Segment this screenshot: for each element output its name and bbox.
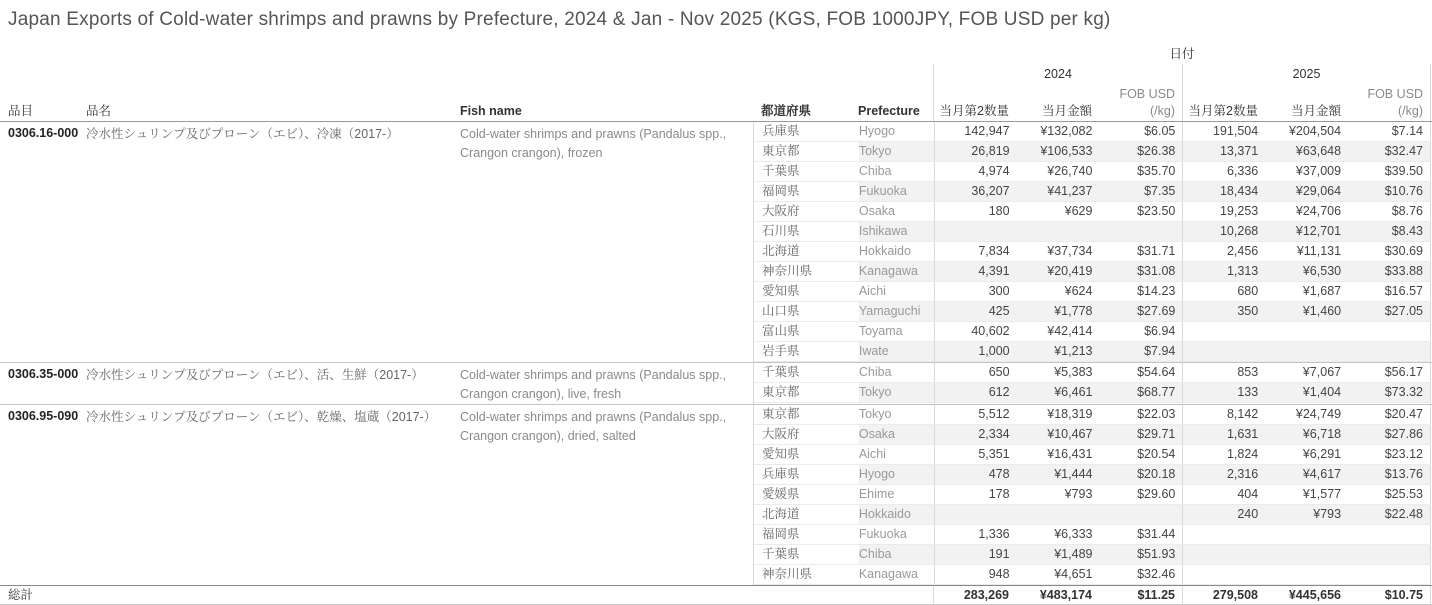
qty-2024: 142,947: [934, 122, 1017, 141]
value-2024: ¥1,444: [1017, 465, 1100, 484]
value-2025: ¥1,577: [1302, 487, 1342, 501]
prefecture-jp: 福岡県: [762, 527, 800, 541]
header-value-2025: 当月金額: [1290, 104, 1341, 118]
usd-2025: $10.76: [1348, 182, 1431, 201]
value-2025: ¥63,648: [1265, 142, 1348, 161]
page-title: Japan Exports of Cold-water shrimps and prawns by Prefecture, 2024 & Jan - Nov 2025 (KGS, FOB 1000JPY, FOB USD per kg): [8, 9, 1111, 30]
prefecture-en: Chiba: [859, 545, 934, 564]
usd-2024: $7.94: [1099, 342, 1182, 361]
header-qty-2025: 当月第2数量: [1182, 83, 1265, 121]
header-fob-2024: FOB USD (/kg): [1119, 87, 1175, 118]
value-2025: [1265, 565, 1348, 584]
usd-2025: $39.50: [1348, 162, 1431, 181]
prefecture-rows: [753, 363, 1431, 404]
usd-2024: $29.60: [1137, 487, 1176, 501]
header-item-name: 品名: [86, 104, 112, 118]
total-value-2025: ¥445,656: [1288, 588, 1341, 602]
prefecture-en: Iwate: [859, 342, 934, 361]
qty-2024: 4,391: [934, 262, 1017, 281]
usd-2024: $14.23: [1137, 284, 1176, 298]
qty-2025: 18,434: [1182, 182, 1265, 201]
usd-2025: $8.43: [1348, 222, 1431, 241]
item-name-jp: 冷水性シュリンプ及びプローン（エビ）、乾燥、塩蔵（2017-）: [86, 410, 437, 424]
qty-2024: 5,512: [934, 405, 1017, 424]
prefecture-en: Chiba: [858, 365, 892, 379]
usd-2025: $30.69: [1348, 242, 1431, 261]
table-row: [754, 525, 1431, 545]
value-2025: ¥1,687: [1302, 284, 1342, 298]
qty-2025: 1,631: [1182, 425, 1265, 444]
qty-2025: [1182, 565, 1265, 584]
prefecture-en: Fukuoka: [859, 182, 934, 201]
usd-2024: $23.50: [1137, 204, 1176, 218]
table-row: [754, 405, 1431, 425]
value-2025: ¥24,706: [1295, 204, 1342, 218]
usd-2024: $31.08: [1099, 262, 1182, 281]
qty-2025: 133: [1182, 383, 1265, 402]
prefecture-en: Toyama: [858, 324, 903, 338]
value-2024: ¥20,419: [1017, 262, 1100, 281]
qty-2024: 40,602: [934, 322, 1017, 341]
usd-2025: $73.32: [1348, 383, 1431, 402]
value-2024: [1017, 222, 1100, 241]
value-2024: ¥10,467: [1017, 425, 1100, 444]
value-2024: ¥106,533: [1017, 142, 1100, 161]
prefecture-en: Ishikawa: [859, 222, 934, 241]
prefecture-en: Osaka: [858, 204, 895, 218]
fish-name: Cold-water shrimps and prawns (Pandalus spp., Crangon crangon), frozen: [460, 127, 727, 160]
table-row: [754, 342, 1431, 362]
value-2025: ¥204,504: [1288, 124, 1342, 138]
table-row: [754, 122, 1431, 142]
grand-total-row: [0, 585, 1432, 605]
prefecture-jp: 千葉県: [762, 365, 800, 379]
qty-2025: [1182, 545, 1265, 564]
prefecture-jp: 福岡県: [762, 184, 800, 198]
qty-2025: 13,371: [1182, 142, 1265, 161]
total-usd-2024: $11.25: [1137, 588, 1175, 602]
prefecture-jp: 山口県: [762, 304, 800, 318]
qty-2024: 2,334: [934, 425, 1017, 444]
qty-2024: 7,834: [934, 242, 1017, 261]
value-2024: ¥4,651: [1054, 567, 1093, 581]
qty-2025: [1182, 525, 1265, 544]
table-row: [754, 465, 1431, 485]
total-qty-2024: 283,269: [933, 586, 1016, 604]
qty-2025: 1,824: [1182, 445, 1265, 464]
table-row: [754, 363, 1431, 383]
prefecture-jp: 東京都: [762, 385, 800, 399]
table-row: [754, 162, 1431, 182]
qty-2024: 612: [934, 383, 1017, 402]
qty-2024: 26,819: [934, 142, 1017, 161]
usd-2024: $31.44: [1137, 527, 1176, 541]
qty-2024: 478: [934, 465, 1017, 484]
value-2025: ¥4,617: [1265, 465, 1348, 484]
usd-2025: $7.14: [1348, 122, 1431, 141]
usd-2025: $33.88: [1348, 262, 1431, 281]
total-usd-2025: $10.75: [1348, 586, 1431, 604]
usd-2024: $32.46: [1137, 567, 1176, 581]
table-row: [754, 322, 1431, 342]
prefecture-en: Tokyo: [858, 407, 892, 421]
usd-2025: $8.76: [1348, 202, 1431, 221]
qty-2024: [934, 505, 1017, 524]
value-2024: [1017, 505, 1100, 524]
qty-2025: 350: [1182, 302, 1265, 321]
usd-2025: $32.47: [1348, 142, 1431, 161]
value-2025: ¥24,749: [1295, 407, 1342, 421]
header-qty-2024: 当月第2数量: [933, 83, 1016, 121]
header-year-2025: 2025: [1182, 64, 1431, 84]
usd-2024: $31.71: [1137, 244, 1176, 258]
qty-2024: 191: [934, 545, 1017, 564]
value-2024: ¥1,489: [1017, 545, 1100, 564]
qty-2025: 2,316: [1182, 465, 1265, 484]
table-row: [754, 202, 1431, 222]
value-2024: ¥624: [1064, 284, 1093, 298]
usd-2025: $23.12: [1348, 445, 1431, 464]
prefecture-en: Hyogo: [859, 465, 934, 484]
usd-2024: $20.54: [1137, 447, 1176, 461]
qty-2025: 8,142: [1182, 405, 1265, 424]
qty-2024: 1,336: [934, 525, 1017, 544]
usd-2024: $68.77: [1099, 383, 1182, 402]
qty-2025: 191,504: [1182, 122, 1265, 141]
value-2025: [1265, 525, 1348, 544]
value-2025: ¥6,718: [1265, 425, 1348, 444]
usd-2024: $35.70: [1137, 164, 1176, 178]
empty-cell: [753, 586, 858, 604]
qty-2024: 300: [934, 282, 1017, 301]
value-2025: ¥12,701: [1265, 222, 1348, 241]
value-2025: ¥11,131: [1296, 244, 1342, 258]
prefecture-jp: 愛知県: [762, 284, 800, 298]
value-2024: ¥1,213: [1017, 342, 1100, 361]
qty-2025: 853: [1182, 363, 1265, 382]
value-2024: ¥42,414: [1047, 324, 1093, 338]
prefecture-en: Kanagawa: [858, 567, 918, 581]
header-date-group: 日付: [1169, 47, 1195, 61]
usd-2025: $27.86: [1348, 425, 1431, 444]
usd-2025: [1348, 342, 1431, 361]
prefecture-jp: 北海道: [762, 507, 800, 521]
value-2025: [1265, 342, 1348, 361]
item-name-jp: 冷水性シュリンプ及びプローン（エビ）、冷凍（2017-）: [86, 127, 399, 141]
table-row: [754, 445, 1431, 465]
value-2024: ¥16,431: [1047, 447, 1093, 461]
qty-2025: 6,336: [1182, 162, 1265, 181]
usd-2024: $54.64: [1137, 365, 1176, 379]
table-row: [754, 222, 1431, 242]
table-row: [754, 505, 1431, 525]
usd-2024: $51.93: [1099, 545, 1182, 564]
prefecture-en: Tokyo: [859, 142, 934, 161]
qty-2025: 1,313: [1182, 262, 1265, 281]
item-name-jp: 冷水性シュリンプ及びプローン（エビ）、活、生鮮（2017-）: [86, 368, 424, 382]
table-row: [754, 142, 1431, 162]
empty-cell: [858, 586, 933, 604]
value-2024: ¥26,740: [1047, 164, 1093, 178]
usd-2024: $26.38: [1099, 142, 1182, 161]
usd-2024: $20.18: [1099, 465, 1182, 484]
header-fish-name: Fish name: [460, 104, 522, 118]
header-value-2024: 当月金額: [1041, 104, 1092, 118]
value-2025: ¥1,460: [1265, 302, 1348, 321]
value-2024: ¥132,082: [1040, 124, 1093, 138]
usd-2024: $6.05: [1144, 124, 1176, 138]
item-code: 0306.16-000: [8, 126, 79, 140]
prefecture-jp: 岩手県: [762, 344, 800, 358]
column-headers: [0, 84, 1432, 122]
value-2024: ¥6,333: [1054, 527, 1093, 541]
table-row: [754, 485, 1431, 505]
header-years: [933, 64, 1431, 84]
qty-2025: 240: [1182, 505, 1265, 524]
qty-2024: 1,000: [934, 342, 1017, 361]
prefecture-jp: 千葉県: [762, 547, 800, 561]
header-prefecture-jp: 都道府県: [761, 104, 812, 118]
value-2025: ¥6,530: [1265, 262, 1348, 281]
usd-2025: [1348, 525, 1431, 544]
usd-2024: [1099, 505, 1182, 524]
qty-2024: [934, 222, 1017, 241]
usd-2024: $7.35: [1099, 182, 1182, 201]
table-row: [754, 282, 1431, 302]
fish-name: Cold-water shrimps and prawns (Pandalus spp., Crangon crangon), live, fresh: [460, 368, 727, 401]
prefecture-en: Yamaguchi: [859, 302, 934, 321]
prefecture-en: Hokkaido: [859, 505, 934, 524]
usd-2025: $22.48: [1348, 505, 1431, 524]
usd-2024: $29.71: [1099, 425, 1182, 444]
prefecture-en: Kanagawa: [859, 262, 934, 281]
table-row: [754, 262, 1431, 282]
value-2024: ¥18,319: [1047, 407, 1093, 421]
qty-2025: 19,253: [1182, 202, 1265, 221]
header-item-code: 品目: [8, 104, 34, 118]
item-block-0306-95-090: [0, 404, 1432, 585]
qty-2025: [1182, 342, 1265, 361]
qty-2024: 425: [934, 302, 1017, 321]
prefecture-en: Tokyo: [859, 383, 934, 402]
total-qty-2025: 279,508: [1182, 586, 1265, 604]
table-row: [754, 302, 1431, 322]
value-2025: ¥29,064: [1265, 182, 1348, 201]
item-code: 0306.35-000: [8, 367, 79, 381]
table-row: [754, 425, 1431, 445]
value-2025: ¥7,067: [1302, 365, 1342, 379]
prefecture-jp: 兵庫県: [762, 124, 800, 138]
value-2025: ¥793: [1265, 505, 1348, 524]
usd-2025: $56.17: [1348, 363, 1431, 382]
usd-2025: [1348, 322, 1431, 341]
usd-2024: $6.94: [1144, 324, 1176, 338]
prefecture-jp: 北海道: [762, 244, 800, 258]
prefecture-jp: 東京都: [762, 407, 800, 421]
qty-2025: [1182, 322, 1265, 341]
item-block-0306-16-000: [0, 122, 1432, 362]
qty-2024: 36,207: [934, 182, 1017, 201]
prefecture-en: Aichi: [858, 447, 886, 461]
value-2024: ¥37,734: [1047, 244, 1093, 258]
value-2024: ¥5,383: [1054, 365, 1093, 379]
prefecture-en: Hyogo: [858, 124, 895, 138]
prefecture-jp: 愛知県: [762, 447, 800, 461]
qty-2024: 650: [934, 363, 1017, 382]
prefecture-jp: 東京都: [762, 144, 800, 158]
usd-2025: $27.05: [1348, 302, 1431, 321]
prefecture-en: Fukuoka: [858, 527, 907, 541]
table-row: [754, 545, 1431, 565]
qty-2024: 180: [934, 202, 1017, 221]
prefecture-en: Chiba: [858, 164, 892, 178]
prefecture-en: Ehime: [858, 487, 895, 501]
value-2025: [1265, 322, 1348, 341]
item-block-0306-35-000: [0, 362, 1432, 404]
prefecture-jp: 神奈川県: [762, 567, 813, 581]
qty-2025: 10,268: [1182, 222, 1265, 241]
prefecture-jp: 愛媛県: [762, 487, 800, 501]
value-2024: ¥793: [1064, 487, 1093, 501]
prefecture-en: Osaka: [859, 425, 934, 444]
table-row: [754, 242, 1431, 262]
table-row: [754, 383, 1431, 403]
header-year-2024: 2024: [933, 64, 1182, 84]
prefecture-jp: 大阪府: [762, 427, 800, 441]
usd-2024: $27.69: [1099, 302, 1182, 321]
usd-2025: [1348, 545, 1431, 564]
value-2024: ¥629: [1064, 204, 1093, 218]
qty-2024: 4,974: [934, 162, 1017, 181]
prefecture-rows: [753, 122, 1431, 362]
prefecture-jp: 石川県: [762, 224, 800, 238]
qty-2025: 2,456: [1182, 242, 1265, 261]
grand-total-label: 総計: [8, 588, 34, 602]
prefecture-jp: 富山県: [762, 324, 800, 338]
total-value-2024: ¥483,174: [1039, 588, 1092, 602]
prefecture-en: Aichi: [858, 284, 886, 298]
item-code: 0306.95-090: [8, 409, 79, 423]
prefecture-jp: 神奈川県: [762, 264, 813, 278]
qty-2025: 680: [1182, 282, 1265, 301]
header-fob-2025: FOB USD (/kg): [1348, 83, 1431, 121]
prefecture-rows: [753, 405, 1431, 585]
value-2024: ¥6,461: [1017, 383, 1100, 402]
header-prefecture-en: Prefecture: [858, 104, 920, 118]
prefecture-jp: 兵庫県: [762, 467, 800, 481]
value-2025: ¥37,009: [1295, 164, 1342, 178]
value-2025: ¥6,291: [1302, 447, 1342, 461]
value-2025: [1265, 545, 1348, 564]
prefecture-jp: 大阪府: [762, 204, 800, 218]
fish-name: Cold-water shrimps and prawns (Pandalus spp., Crangon crangon), dried, salted: [460, 410, 727, 443]
qty-2024: 178: [934, 485, 1017, 504]
qty-2024: 5,351: [934, 445, 1017, 464]
prefecture-en: Hokkaido: [858, 244, 911, 258]
usd-2024: [1099, 222, 1182, 241]
qty-2025: 404: [1182, 485, 1265, 504]
prefecture-jp: 千葉県: [762, 164, 800, 178]
value-2024: ¥1,778: [1017, 302, 1100, 321]
usd-2025: [1348, 565, 1431, 584]
value-2025: ¥1,404: [1265, 383, 1348, 402]
usd-2024: $22.03: [1137, 407, 1176, 421]
table-row: [754, 182, 1431, 202]
usd-2025: $16.57: [1348, 282, 1431, 301]
usd-2025: $25.53: [1348, 485, 1431, 504]
table-row: [754, 565, 1431, 585]
usd-2025: $13.76: [1348, 465, 1431, 484]
value-2024: ¥41,237: [1017, 182, 1100, 201]
usd-2025: $20.47: [1348, 405, 1431, 424]
qty-2024: 948: [934, 565, 1017, 584]
